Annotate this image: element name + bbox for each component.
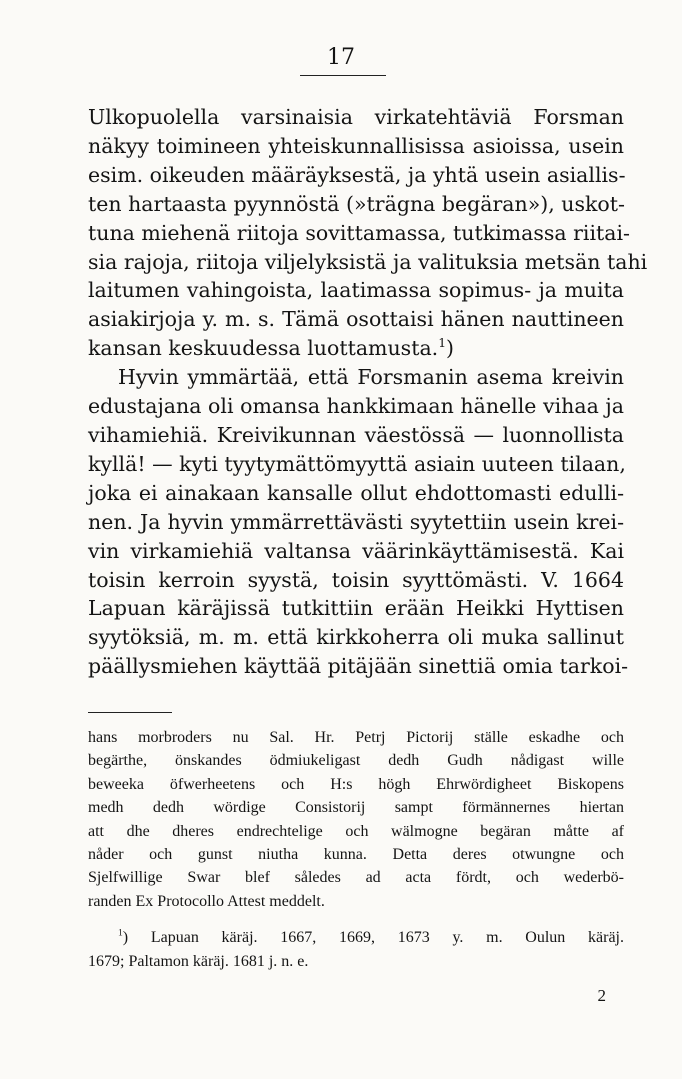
text-line: vin virkamiehiä valtansa väärinkäyttämisestä. Kai bbox=[88, 538, 624, 563]
footnote-line: medh dedh wördige Consistorij sampt förmännernes hiertan bbox=[88, 799, 624, 817]
footnote-line: beweeka öfwerheetens och H:s högh Ehrwördigheet Biskopens bbox=[88, 775, 624, 793]
text-line: joka ei ainakaan kansalle ollut ehdottomasti edulli- bbox=[88, 480, 624, 505]
footnote-line: begärthe, önskandes ödmiukeligast dedh Gudh nådigast wille bbox=[88, 752, 624, 770]
text-line: Hyvin ymmärtää, että Forsmanin asema kreivin bbox=[118, 365, 624, 390]
text-line: näkyy toimineen yhteiskunnallisissa asioissa, usein bbox=[88, 133, 624, 158]
text-line: toisin kerroin syystä, toisin syyttömästi. V. 1664 bbox=[88, 567, 624, 592]
text-line: vihamiehiä. Kreivikunnan väestössä — luonnollista bbox=[88, 422, 624, 447]
footnote-line: hans morbroders nu Sal. Hr. Petrj Pictorij ställe eskadhe och bbox=[88, 729, 624, 746]
text-line: päällysmiehen käyttää pitäjään sinettiä omia tarkoi- bbox=[88, 654, 629, 679]
header-rule bbox=[300, 75, 386, 76]
footnote-line: att dhe dheres endrechtelige och wälmogne begäran måtte af bbox=[88, 822, 624, 840]
text-line: kansan keskuudessa luottamusta. bbox=[88, 336, 439, 361]
text-line: nen. Ja hyvin ymmärrettävästi syytettiin usein krei- bbox=[88, 509, 624, 534]
text-line: Ulkopuolella varsinaisia virkatehtäviä Forsman bbox=[88, 105, 624, 129]
text-line: Lapuan käräjissä tutkittiin erään Heikki Hyttisen bbox=[88, 596, 624, 621]
text-line: tuna miehenä riitoja sovittamassa, tutkimassa riitai- bbox=[88, 220, 630, 245]
text-line: kyllä! — kyti tyytymättömyyttä asiain uuteen tilaan, bbox=[88, 451, 626, 476]
page-number: 17 bbox=[327, 45, 355, 70]
footnote-line: randen Ex Protocollo Attest meddelt. bbox=[88, 892, 325, 910]
footnote-marker: 1 bbox=[118, 927, 123, 939]
footnote-rule bbox=[88, 712, 172, 713]
footnote-ref-paren: ) bbox=[446, 336, 455, 361]
footnote-1 bbox=[88, 926, 624, 973]
text-line: laitumen vahingoista, laatimassa sopimus- ja muita bbox=[88, 278, 624, 303]
footnote-1-first-line: $^1$) Lapuan käräj. 1667, 1669, 1673 y. m. Oulun käräj. bbox=[118, 927, 625, 947]
text-line: asiakirjoja y. m. s. Tämä osottaisi hänen nauttineen bbox=[88, 307, 624, 332]
footnote-line: Sjelfwillige Swar blef således ad acta fördt, och wederbö- bbox=[88, 869, 624, 887]
text-line: edustajana oli omansa hankkimaan hänelle vihaa ja bbox=[88, 394, 624, 419]
footnote-ref: 1 bbox=[438, 336, 447, 351]
signature-mark: 2 bbox=[597, 986, 606, 1005]
footnote-line: nåder och gunst niutha kunna. Detta deres otwungne och bbox=[88, 846, 624, 864]
main-text bbox=[88, 103, 648, 681]
text-line: sia rajoja, riitoja viljelyksistä ja valituksia metsän tahi bbox=[88, 249, 648, 274]
text-line: ten hartaasta pyynnöstä (»trägna begäran»), uskot- bbox=[88, 191, 625, 216]
text-line: esim. oikeuden määräyksestä, ja yhtä usein asiallis- bbox=[88, 162, 626, 187]
footnotes bbox=[88, 726, 624, 973]
footnote-1-second-line: 1679; Paltamon käräj. 1681 j. n. e. bbox=[88, 952, 309, 970]
footnote-1-text: Lapuan käräj. 1667, 1669, 1673 y. m. Oulun käräj. bbox=[150, 929, 625, 947]
text-line: syytöksiä, m. m. että kirkkoherra oli muka sallinut bbox=[88, 625, 624, 650]
paragraph-end-line bbox=[88, 334, 624, 363]
